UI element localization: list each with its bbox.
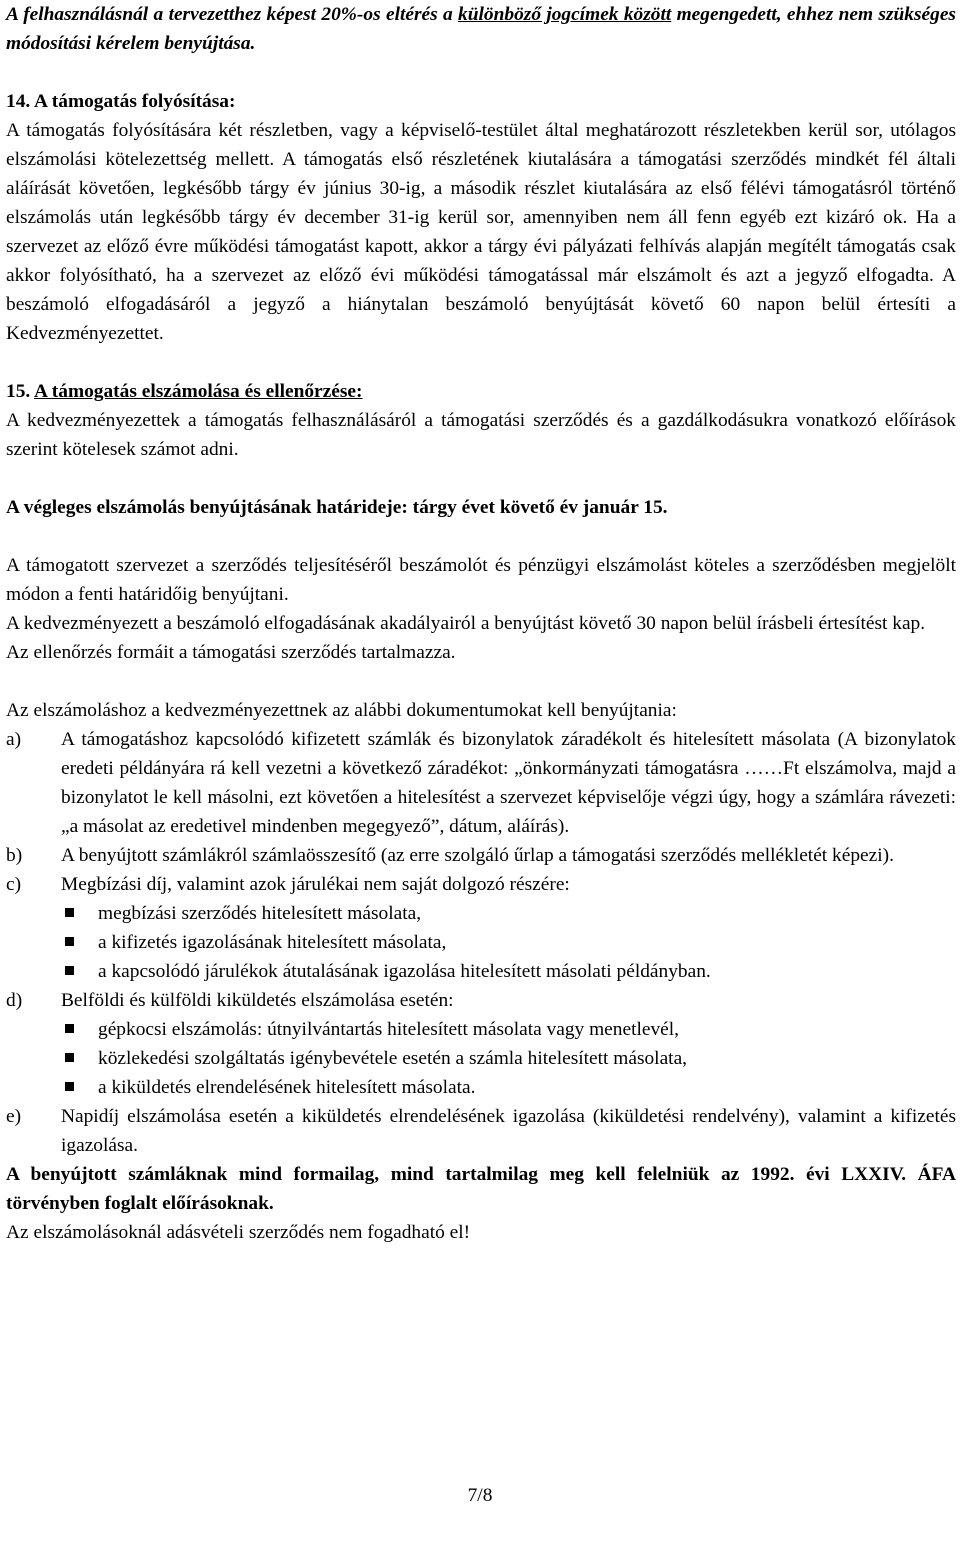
section-14-body: A támogatás folyósítására két részletben, vagy a képviselő-testület által meghatározott részletekben kerül sor, utólagos elszámolási kötelezettség mellett. A támogatás első részletének kiutalására a támogatási szerződés mindkét fél általi aláírását követően, legkésőbb tárgy év június 30-ig, a második részlet kiutalására az első félévi támogatásról történő elszámolás után legkésőbb tárgy év december 31-ig kerül sor, amennyiben nem áll fenn egyéb ezt kizáró ok. Ha a szervezet az előző évre működési támogatást kapott, akkor a tárgy évi pályázati felhívás alapján megítélt támogatás csak akkor folyósítható, ha a szervezet az előző évi működési támogatással már elszámolt és azt a jegyző elfogadta. A beszámoló elfogadásáról a jegyző a hiánytalan beszámoló benyújtását követő 60 napon belül értesíti a Kedvezményezettet. (6, 120, 956, 344)
list-item-a (6, 725, 956, 841)
bullet-item (61, 1044, 956, 1073)
square-bullet-icon (61, 1015, 98, 1044)
list-text: Napidíj elszámolása esetén a kiküldetés elrendelésének igazolása (kiküldetési rendelvény), valamint a kifizetés igazolása. (61, 1106, 956, 1156)
bullet-item (61, 899, 956, 928)
bullet-item (61, 957, 956, 986)
bullet-text: közlekedési szolgáltatás igénybevétele esetén a számla hitelesített másolata, (98, 1048, 688, 1069)
square-bullet-icon (61, 899, 98, 928)
spacer (6, 348, 956, 377)
list-item-c (6, 870, 956, 899)
spacer (6, 58, 956, 87)
section-15-title: A támogatás elszámolása és ellenőrzése: (34, 381, 363, 402)
bullet-item (61, 1073, 956, 1102)
page-number: 7/8 (467, 1485, 493, 1506)
bullet-text: a kapcsolódó járulékok átutalásának igazolása hitelesített másolati példányban. (98, 961, 711, 982)
intro-paragraph (6, 0, 956, 58)
list-item-b (6, 841, 956, 870)
vat-compliance-note: A benyújtott számláknak mind formailag, mind tartalmilag meg kell felelniük az 1992. évi LXXIV. ÁFA törvényben foglalt előírásoknak. (6, 1164, 956, 1214)
intro-text-b: megengedett, ehhez nem szükséges módosítási kérelem benyújtása. (6, 4, 956, 54)
final-note: Az elszámolásoknál adásvételi szerződés nem fogadható el! (6, 1222, 471, 1243)
section-15-number: 15. (6, 381, 35, 402)
spacer (6, 464, 956, 493)
list-item-d (6, 986, 956, 1015)
list-text: A támogatáshoz kapcsolódó kifizetett számlák és bizonylatok záradékolt és hitelesített másolata (A bizonylatok eredeti példányára rá kell vezetni a következő záradékot: „önkormányzati támogatásra ……Ft elszámolva, majd a bizonylatot le kell másolni, ezt követően a hitelesítést a szervezet képviselője végzi úgy, hogy a számlára rávezeti: „a másolat az eredetivel mindenben megegyező”, dátum, aláírás). (61, 729, 956, 837)
document-page (6, 0, 956, 1247)
square-bullet-icon (61, 1073, 98, 1102)
list-text: Megbízási díj, valamint azok járulékai nem saját dolgozó részére: (61, 874, 570, 895)
spacer (6, 522, 956, 551)
list-label: b) (6, 845, 23, 866)
spacer (6, 667, 956, 696)
section-15-body: A kedvezményezettek a támogatás felhasználásáról a támogatási szerződés és a gazdálkodásukra vonatkozó előírások szerint kötelesek számot adni. (6, 410, 956, 460)
deadline-statement: A végleges elszámolás benyújtásának határideje: tárgy évet követő év január 15. (6, 497, 668, 518)
audit-paragraph: Az ellenőrzés formáit a támogatási szerződés tartalmazza. (6, 642, 456, 663)
section-15-heading (6, 377, 956, 406)
list-label: c) (6, 874, 22, 895)
bullet-text: a kifizetés igazolásának hitelesített másolata, (98, 932, 447, 953)
bullet-text: gépkocsi elszámolás: útnyilvántartás hitelesített másolata vagy menetlevél, (98, 1019, 679, 1040)
list-text: Belföldi és külföldi kiküldetés elszámolása esetén: (61, 990, 454, 1011)
square-bullet-icon (61, 957, 98, 986)
documents-intro: Az elszámoláshoz a kedvezményezettnek az alábbi dokumentumokat kell benyújtania: (6, 700, 677, 721)
list-text: A benyújtott számlákról számlaösszesítő (az erre szolgáló űrlap a támogatási szerződés mellékletét képezi). (61, 845, 894, 866)
list-label: a) (6, 729, 22, 750)
intro-underlined-text: különböző jogcímek között (458, 4, 672, 25)
list-label: d) (6, 990, 23, 1011)
section-14-heading: 14. A támogatás folyósítása: (6, 91, 236, 112)
bullet-text: a kiküldetés elrendelésének hitelesített másolata. (98, 1077, 476, 1098)
bullet-item (61, 928, 956, 957)
report-paragraph: A támogatott szervezet a szerződés teljesítéséről beszámolót és pénzügyi elszámolást köteles a szerződésben megjelölt módon a fenti határidőig benyújtani. (6, 555, 956, 605)
bullet-item (61, 1015, 956, 1044)
bullet-text: megbízási szerződés hitelesített másolata, (98, 903, 422, 924)
square-bullet-icon (61, 928, 98, 957)
notification-paragraph: A kedvezményezett a beszámoló elfogadásának akadályairól a benyújtást követő 30 napon belül írásbeli értesítést kap. (6, 613, 926, 634)
square-bullet-icon (61, 1044, 98, 1073)
list-label: e) (6, 1106, 22, 1127)
list-item-e (6, 1102, 956, 1160)
intro-text-a: A felhasználásnál a tervezetthez képest 20%-os eltérés a (6, 4, 459, 25)
